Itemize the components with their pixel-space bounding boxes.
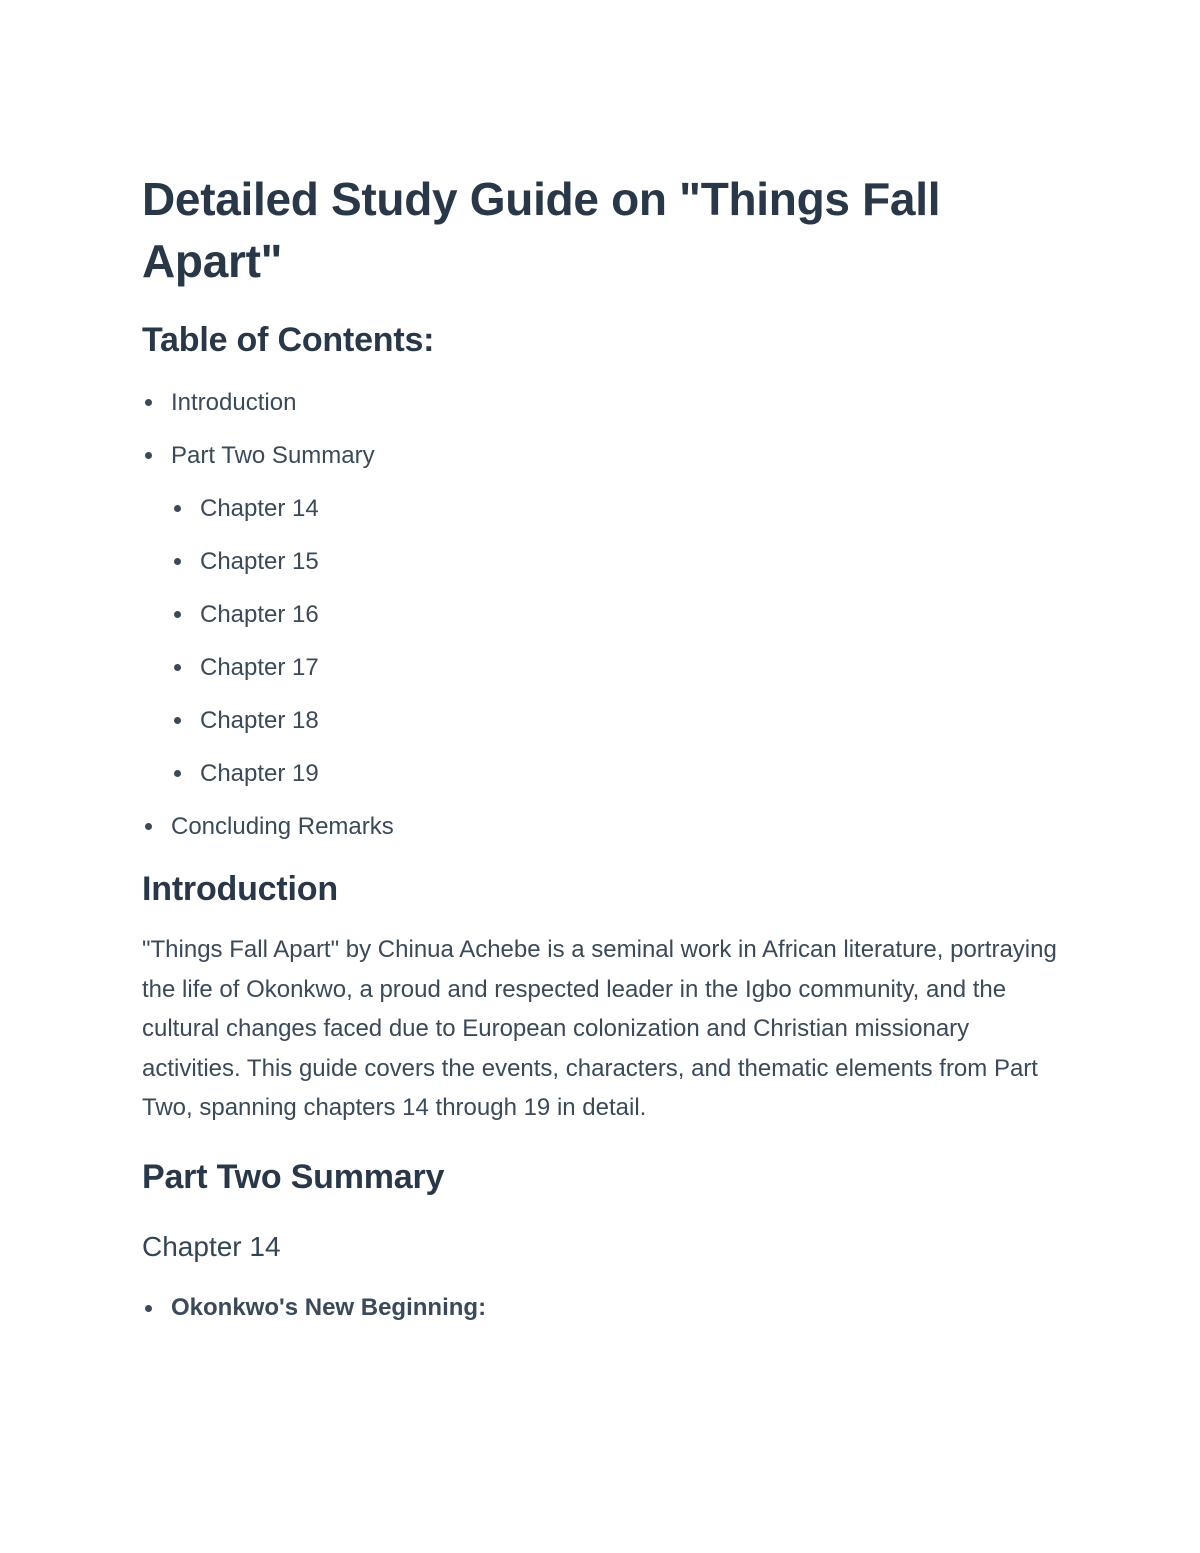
toc-item-chapter-19[interactable]: Chapter 19 [171,747,1062,800]
toc-chapter-list [171,482,1062,800]
table-of-contents [142,376,1062,853]
toc-item-part-two[interactable] [142,429,1062,800]
introduction-heading: Introduction [142,870,338,908]
toc-item-chapter-14[interactable]: Chapter 14 [171,482,1062,535]
document-page [142,168,1062,1325]
introduction-paragraph: "Things Fall Apart" by Chinua Achebe is a seminal work in African literature, portraying the life of Okonkwo, a proud and respected leader in the Igbo community, and the cultural changes faced due to European colonization and Christian missionary activities. This guide covers the events, characters, and thematic elements from Part Two, spanning chapters 14 through 19 in detail. [142,936,1057,1121]
chapter-14-bullets [142,1291,1062,1325]
toc-item-chapter-15[interactable]: Chapter 15 [171,535,1062,588]
toc-heading: Table of Contents: [142,321,435,359]
toc-item-chapter-16[interactable]: Chapter 16 [171,588,1062,641]
toc-item-introduction[interactable]: Introduction [142,376,1062,429]
bullet-okonkwo-new-beginning: Okonkwo's New Beginning: [142,1291,1062,1325]
toc-item-concluding-remarks[interactable]: Concluding Remarks [142,800,1062,853]
chapter-14-heading: Chapter 14 [142,1230,281,1262]
toc-item-chapter-17[interactable]: Chapter 17 [171,641,1062,694]
toc-item-chapter-18[interactable]: Chapter 18 [171,694,1062,747]
part-two-heading: Part Two Summary [142,1157,445,1196]
document-title: Detailed Study Guide on "Things Fall Apart" [142,173,941,287]
toc-item-part-two-label: Part Two Summary [171,442,375,469]
